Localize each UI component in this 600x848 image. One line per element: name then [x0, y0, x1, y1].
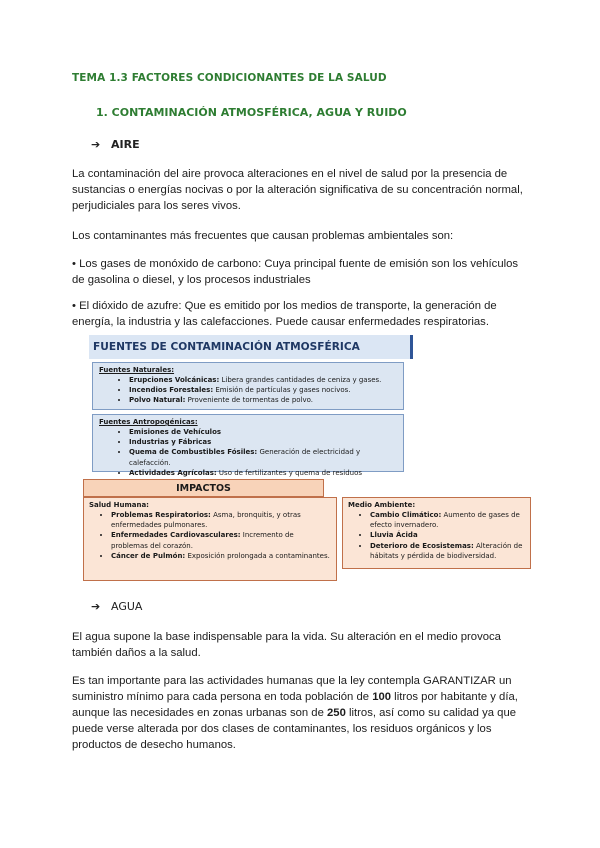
- natural-sources-list: [99, 375, 397, 406]
- arrow-icon: ➔: [91, 138, 101, 151]
- agua-p2-250: 250: [327, 707, 346, 719]
- agua-p2-text-a: Es tan importante para las actividades humanas que la ley contempla GARANTIZAR un suministro mínimo para cada persona en toda población de: [72, 675, 512, 703]
- list-item: [129, 447, 397, 467]
- agua-p2-text-c: litros por habitante y día, aunque las necesidades en zonas urbanas son de: [72, 691, 518, 719]
- health-impacts-label: Salud Humana:: [89, 501, 149, 509]
- section-heading: 1. CONTAMINACIÓN ATMOSFÉRICA, AGUA Y RUIDO: [96, 106, 407, 119]
- anthropogenic-sources-label: Fuentes Antropogénicas:: [99, 418, 198, 426]
- item-term: Emisiones de Vehículos: [129, 428, 222, 436]
- aire-bullet-co: • Los gases de monóxido de carbono: Cuya principal fuente de emisión son los vehículos de gasolina o diesel, y los procesos industriales: [72, 258, 519, 286]
- item-description: Alteración de hábitats y pérdida de biodiversidad.: [370, 541, 523, 560]
- environment-impacts-box: [342, 497, 531, 569]
- item-term: Cambio Climático:: [370, 511, 442, 519]
- health-impacts-list: [89, 510, 331, 561]
- environment-impacts-label: Medio Ambiente:: [348, 501, 416, 509]
- aire-paragraph-1: La contaminación del aire provoca alteraciones en el nivel de salud por la presencia de sustancias o energías nocivas o por la alteración significativa de su concentración normal, perjudiciales para los seres vivos.: [72, 168, 523, 212]
- item-description: Aumento de gases de efecto invernadero.: [370, 511, 520, 530]
- list-item: [111, 530, 331, 550]
- natural-sources-box: [92, 362, 404, 410]
- agua-p2-100: 100: [372, 691, 392, 703]
- list-item: [370, 530, 525, 540]
- item-description: Asma, bronquitis, y otras enfermedades pulmonares.: [111, 511, 301, 530]
- item-term: Deterioro de Ecosistemas:: [370, 541, 474, 550]
- pollution-infographic: [83, 335, 531, 581]
- list-item: [370, 510, 525, 530]
- list-item: [129, 385, 397, 395]
- page-title: TEMA 1.3 FACTORES CONDICIONANTES DE LA SALUD: [72, 72, 387, 84]
- agua-paragraph-1: El agua supone la base indispensable para la vida. Su alteración en el medio provoca también daños a la salud.: [72, 631, 501, 659]
- health-impacts-box: [83, 497, 337, 581]
- anthropogenic-sources-box: [92, 414, 404, 477]
- item-description: Generación de electricidad y calefacción.: [129, 448, 361, 467]
- list-item: [129, 427, 397, 437]
- item-term: Enfermedades Cardiovasculares:: [111, 531, 241, 540]
- list-item: [129, 375, 397, 385]
- item-term: Erupciones Volcánicas:: [129, 376, 220, 384]
- aire-heading-row: [91, 138, 140, 151]
- item-description: Incremento de problemas del corazón.: [111, 531, 294, 550]
- aire-paragraph-2: Los contaminantes más frecuentes que causan problemas ambientales son:: [72, 230, 454, 242]
- item-term: Industrias y Fábricas: [129, 438, 212, 447]
- item-term: Problemas Respiratorios:: [111, 511, 211, 519]
- item-term: Cáncer de Pulmón:: [111, 551, 186, 560]
- infographic-title: FUENTES DE CONTAMINACIÓN ATMOSFÉRICA: [89, 335, 413, 359]
- agua-paragraph-2: [72, 673, 532, 753]
- item-term: Actividades Agrícolas:: [129, 468, 217, 477]
- item-description: Libera grandes cantidades de ceniza y gases.: [219, 376, 382, 384]
- aire-heading: AIRE: [111, 138, 140, 151]
- list-item: [129, 395, 397, 405]
- item-term: Polvo Natural:: [129, 396, 186, 405]
- item-term: Quema de Combustibles Fósiles:: [129, 448, 258, 457]
- list-item: [111, 551, 331, 561]
- environment-impacts-list: [348, 510, 525, 561]
- item-description: Uso de fertilizantes y quema de residuos: [218, 468, 363, 477]
- agua-heading: AGUA: [111, 600, 143, 613]
- list-item: [129, 437, 397, 447]
- aire-bullet-so2: • El dióxido de azufre: Que es emitido por los medios de transporte, la generación de energía, la industria y las calefacciones. Puede causar enfermedades respiratorias.: [72, 300, 497, 328]
- impacts-title: IMPACTOS: [83, 479, 324, 497]
- agua-p2-text-e: litros, así como su calidad ya que puede verse alterada por dos clases de contaminantes, los residuos orgánicos y los productos de desecho humanos.: [72, 707, 517, 751]
- list-item: [370, 541, 525, 561]
- list-item: [111, 510, 331, 530]
- item-term: Lluvia Ácida: [370, 531, 418, 540]
- item-term: Incendios Forestales:: [129, 386, 214, 395]
- natural-sources-label: Fuentes Naturales:: [99, 366, 175, 374]
- item-description: Exposición prolongada a contaminantes.: [185, 551, 330, 560]
- item-description: Emisión de partículas y gases nocivos.: [213, 386, 351, 395]
- arrow-icon: ➔: [91, 600, 101, 613]
- agua-heading-row: [91, 600, 142, 613]
- item-description: Proveniente de tormentas de polvo.: [185, 396, 314, 405]
